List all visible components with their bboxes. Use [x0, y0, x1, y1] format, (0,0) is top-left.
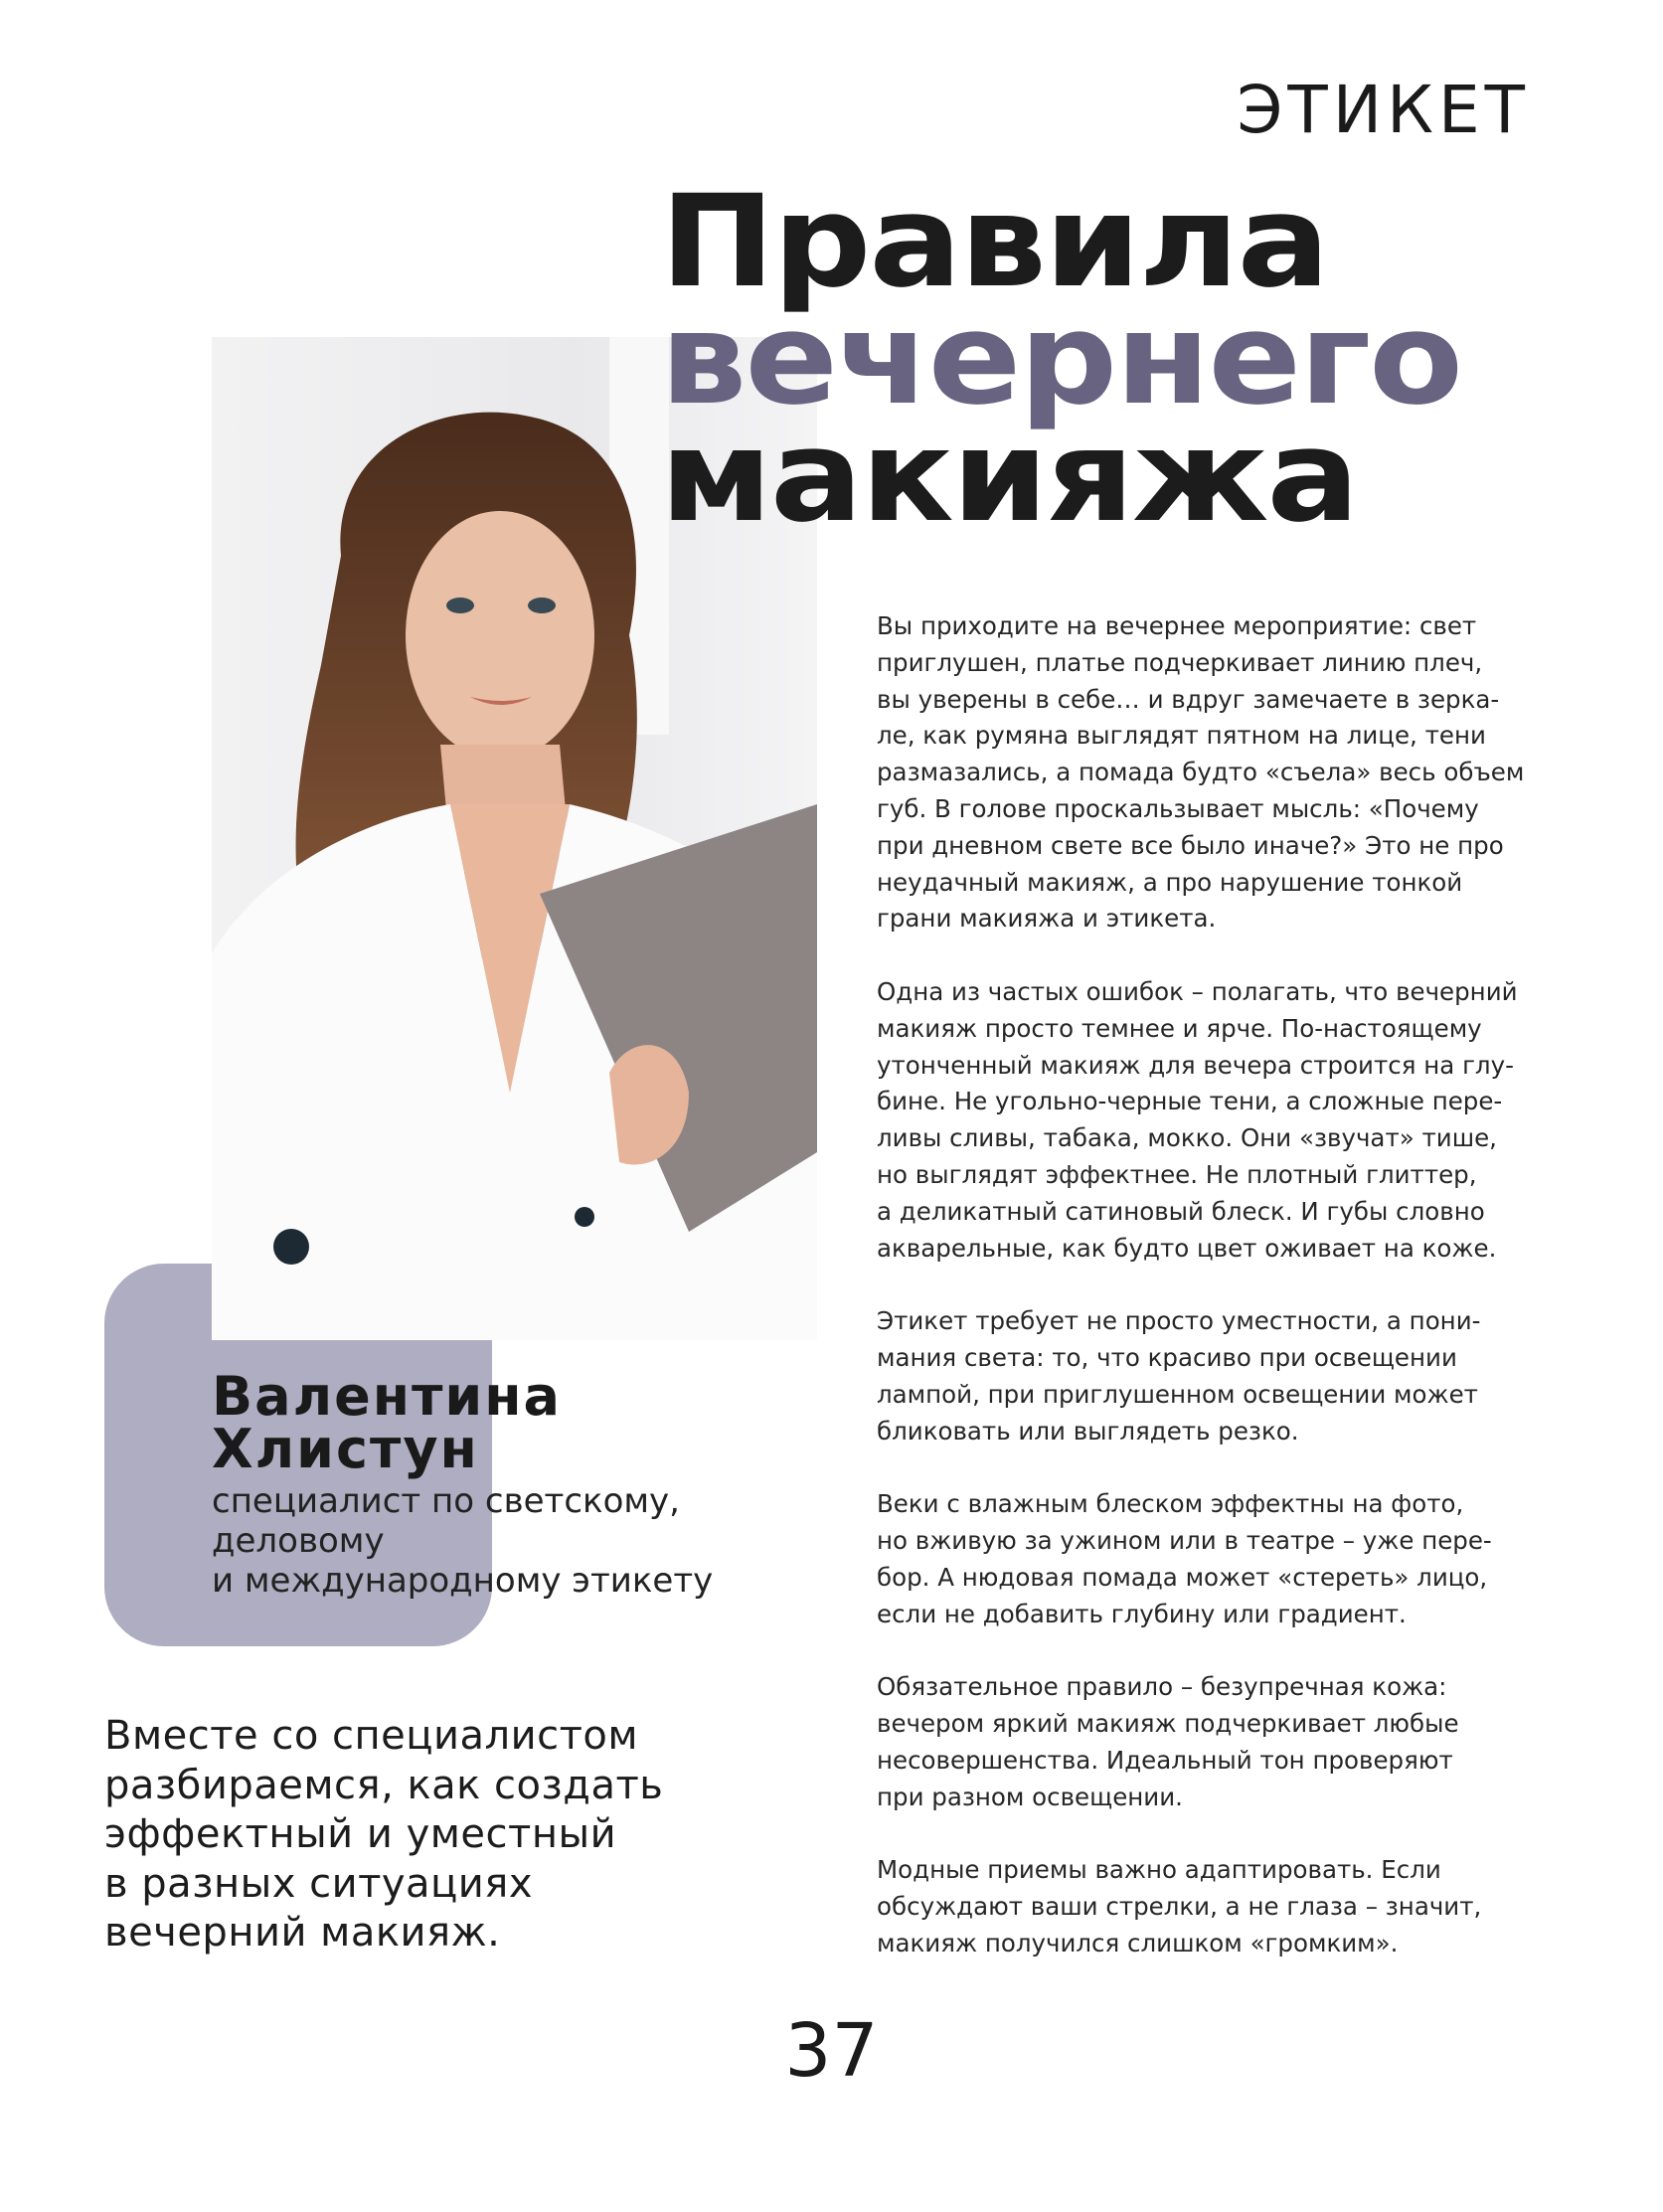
- body-paragraph: Вы приходите на вечернее мероприятие: свет приглушен, платье подчеркивает линию плеч, вы уверены в себе… и вдруг замечаете в зерка- ле, как румяна выглядят пятном на лице, тени размазались, а помада будто «съела» весь объем губ. В голове проскальзывает мысль: «Почему при дневном свете все было иначе?» Это не про неудачный макияж, а про нарушение тонкой грани макияжа и этикета.: [877, 611, 1525, 934]
- author-name: [212, 1365, 562, 1480]
- author-first-name: Валентина: [212, 1365, 562, 1428]
- article-body: [877, 608, 1533, 1998]
- page-number: 37: [784, 2008, 879, 2094]
- body-paragraph: Модные приемы важно адаптировать. Если обсуждают ваши стрелки, а не глаза – значит, макияж получился слишком «громким».: [877, 1855, 1482, 1957]
- role-line: деловому: [212, 1521, 385, 1561]
- body-paragraph: Этикет требует не просто уместности, а пони- мания света: то, что красиво при освещении лампой, при приглушенном освещении может бликовать или выглядеть резко.: [877, 1306, 1481, 1446]
- section-rubric: ЭТИКЕТ: [1237, 72, 1530, 148]
- role-line: специалист по светскому,: [212, 1481, 680, 1521]
- lead-line: разбираемся, как создать: [104, 1762, 664, 1808]
- lead-line: Вместе со специалистом: [104, 1713, 639, 1759]
- title-line-1: Правила: [660, 168, 1328, 316]
- body-paragraph: Обязательное правило – безупречная кожа: вечером яркий макияж подчеркивает любые несовершенства. Идеальный тон проверяют при разном освещении.: [877, 1672, 1459, 1811]
- body-paragraph: Одна из частых ошибок – полагать, что вечерний макияж просто темнее и ярче. По-настоящему утонченный макияж для вечера строится на глу- бине. Не угольно-черные тени, а сложные пере- ливы сливы, табака, мокко. Они «звучат» тише, но выглядят эффектнее. Не плотный глиттер, а деликатный сатиновый блеск. И губы словно акварельные, как будто цвет оживает на коже.: [877, 976, 1518, 1263]
- title-line-3: макияжа: [660, 403, 1358, 551]
- article-lead: [104, 1712, 663, 1958]
- lead-line: в разных ситуациях: [104, 1860, 534, 1907]
- lead-line: эффектный и уместный: [104, 1811, 617, 1857]
- role-line: и международному этикету: [212, 1561, 714, 1601]
- author-role: [212, 1481, 713, 1601]
- author-last-name: Хлистун: [212, 1418, 479, 1480]
- title-line-2: вечернего: [660, 285, 1461, 433]
- article-title: [660, 168, 1461, 551]
- lead-line: вечерний макияж.: [104, 1910, 501, 1956]
- body-paragraph: Веки с влажным блеском эффектны на фото, но вживую за ужином или в театре – уже пере- бор. А нюдовая помада может «стереть» лицо, если не добавить глубину или градиент.: [877, 1489, 1492, 1628]
